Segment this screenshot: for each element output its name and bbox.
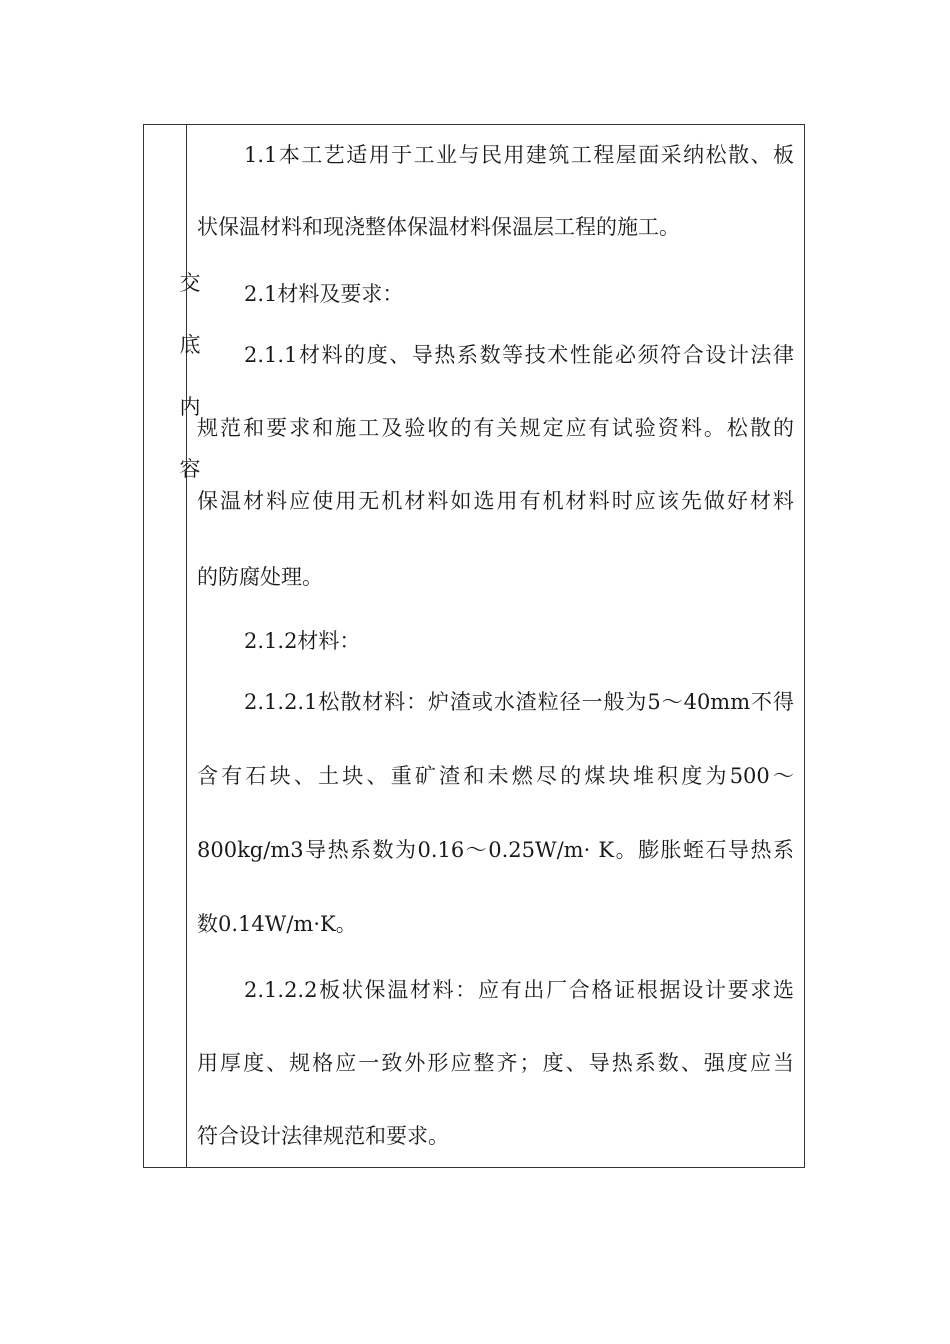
paragraph-line: 2.1.2.1松散材料：炉渣或水渣粒径一般为5～40mm不得 <box>244 690 794 714</box>
paragraph-line: 2.1.1材料的度、导热系数等技术性能必须符合设计法律 <box>244 343 794 367</box>
paragraph-line: 数0.14W/m·K。 <box>197 912 357 936</box>
paragraph-line: 保温材料应使用无机材料如选用有机材料时应该先做好材料 <box>197 489 794 513</box>
paragraph-line: 符合设计法律规范和要求。 <box>197 1124 449 1148</box>
side-label-char: 交 <box>179 271 201 295</box>
paragraph-line: 1.1本工艺适用于工业与民用建筑工程屋面采纳松散、板 <box>244 143 794 167</box>
paragraph-line: 用厚度、规格应一致外形应整齐；度、导热系数、强度应当 <box>197 1051 794 1075</box>
paragraph-line: 800kg/m3导热系数为0.16～0.25W/m· K。膨胀蛭石导热系 <box>197 838 794 862</box>
side-label-char: 底 <box>179 333 201 357</box>
paragraph-line: 规范和要求和施工及验收的有关规定应有试验资料。松散的 <box>197 416 794 440</box>
paragraph-line: 的防腐处理。 <box>197 565 323 589</box>
paragraph-line: 状保温材料和现浇整体保温材料保温层工程的施工。 <box>197 215 680 239</box>
paragraph-line: 2.1.2材料： <box>244 629 361 653</box>
side-label-char: 容 <box>179 457 201 481</box>
paragraph-line: 含有石块、土块、重矿渣和未燃尽的煤块堆积度为500～ <box>197 764 794 788</box>
side-label-char: 内 <box>179 395 201 419</box>
paragraph-line: 2.1.2.2板状保温材料：应有出厂合格证根据设计要求选 <box>244 978 794 1002</box>
document-table <box>143 124 805 1168</box>
paragraph-line: 2.1材料及要求： <box>244 282 404 306</box>
